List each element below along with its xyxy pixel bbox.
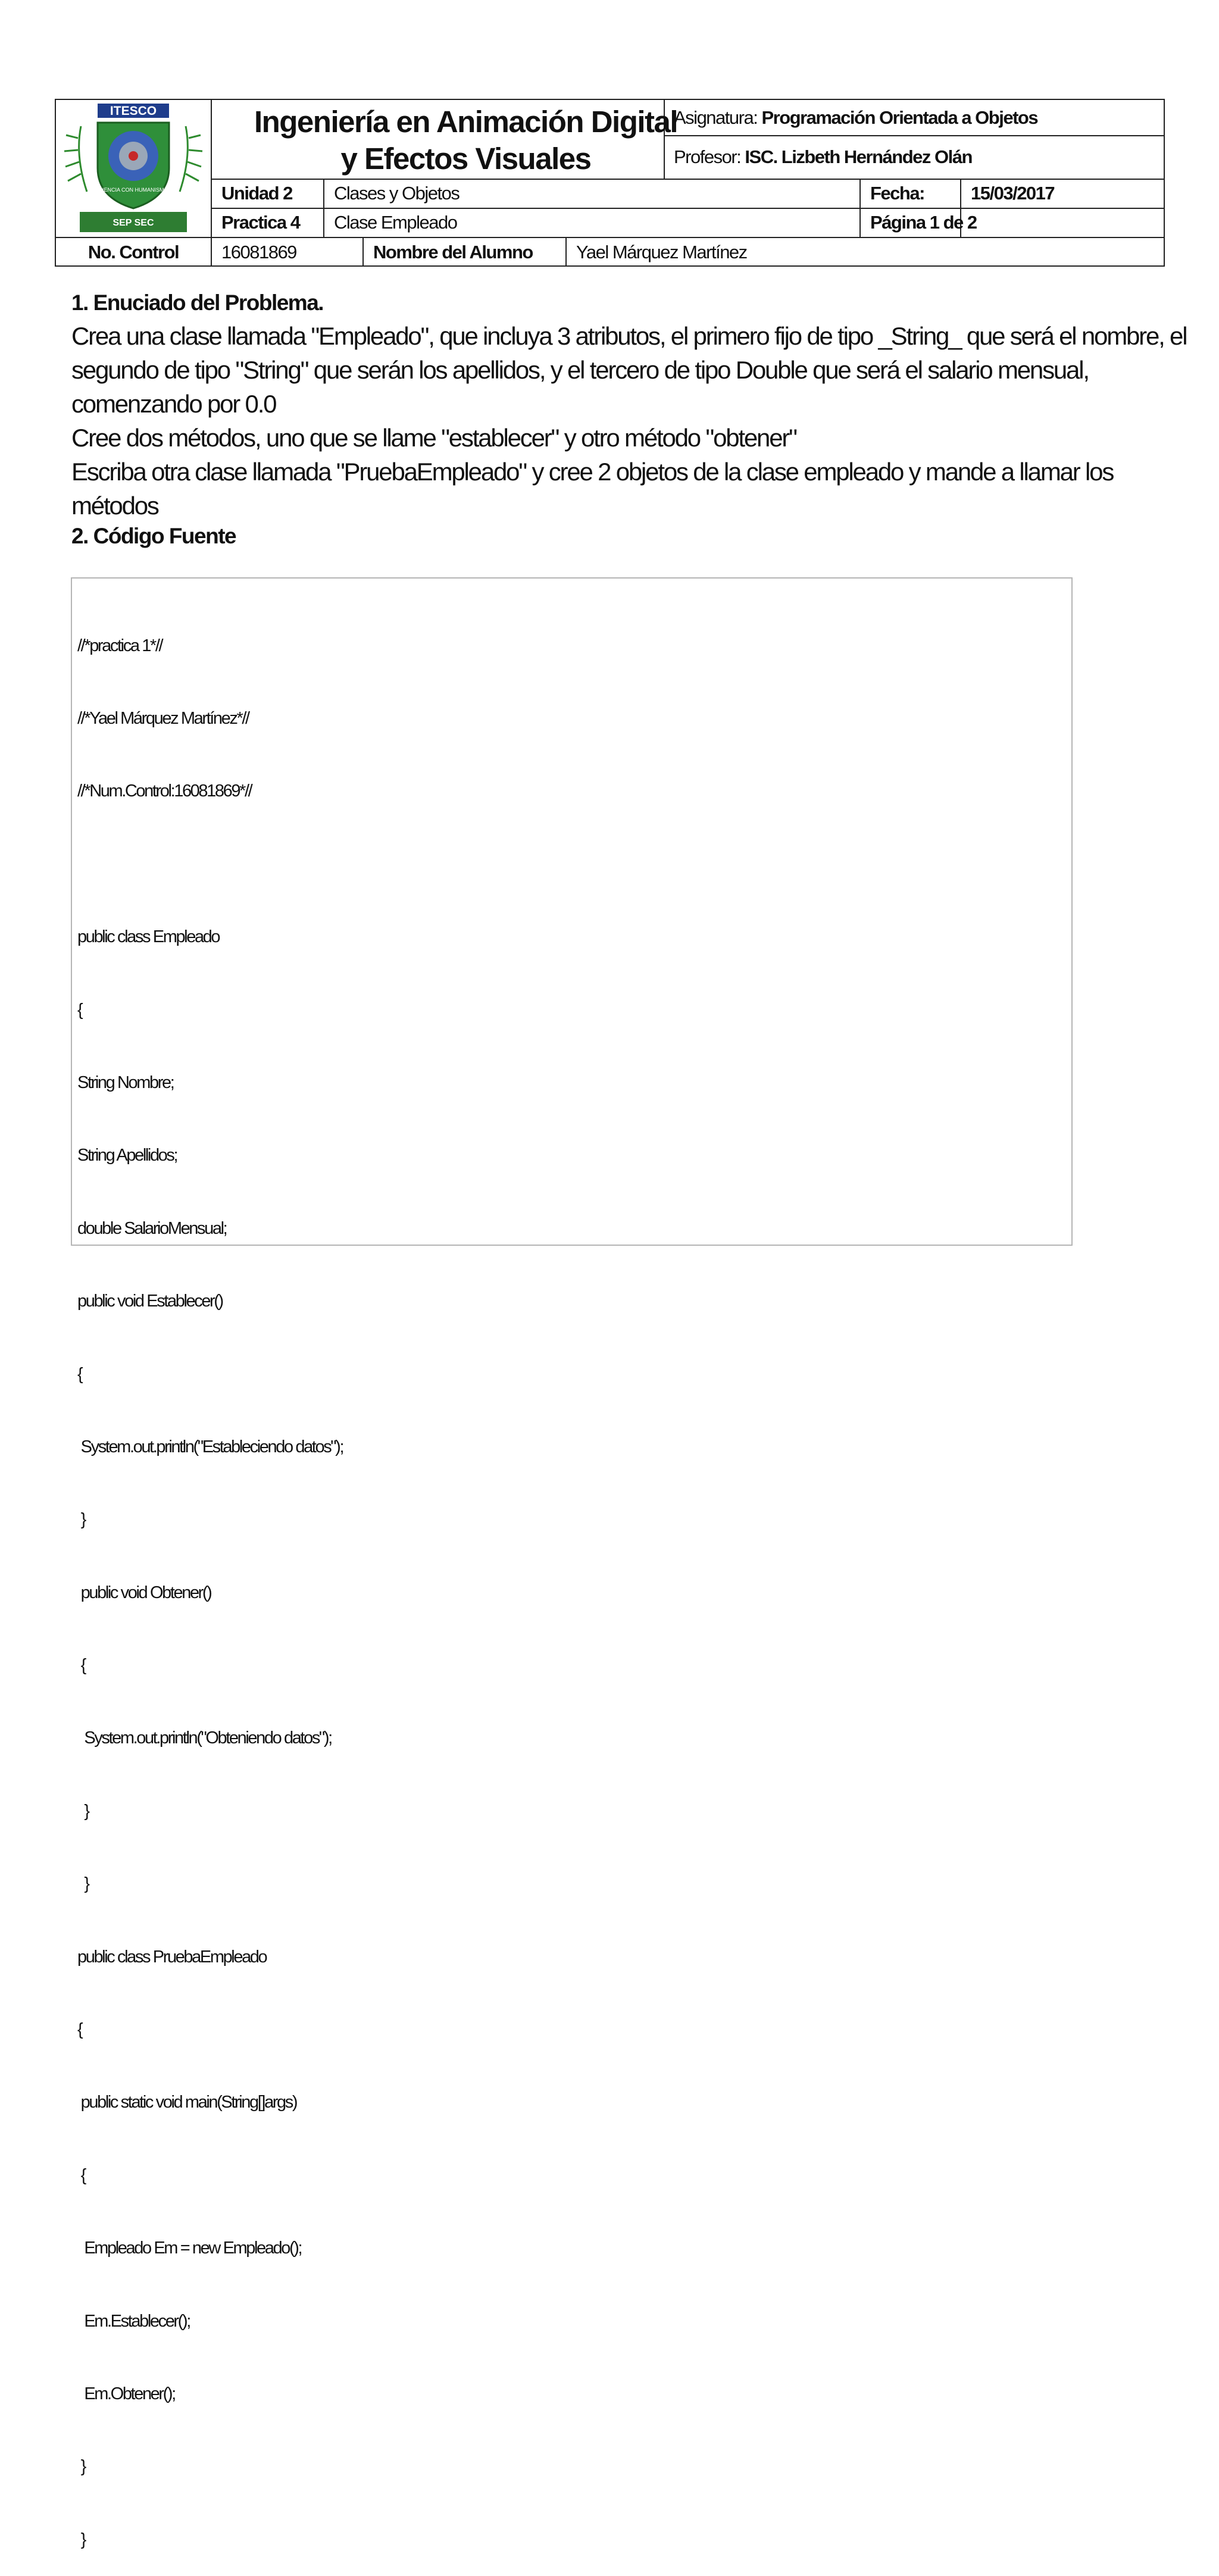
statement-line: métodos bbox=[71, 492, 158, 520]
asignatura-cell bbox=[664, 100, 1164, 135]
control-value: 16081869 bbox=[221, 241, 296, 262]
source-code bbox=[77, 585, 1030, 2576]
code-line: public void Obtener() bbox=[77, 1583, 211, 1602]
code-line: Empleado Em = new Empleado(); bbox=[77, 2239, 302, 2258]
code-line bbox=[77, 852, 1030, 877]
code-line: { bbox=[77, 1000, 82, 1020]
fecha-value: 15/03/2017 bbox=[971, 183, 1055, 204]
unidad-value: Clases y Objetos bbox=[334, 183, 460, 204]
code-line: //*practica 1*// bbox=[77, 636, 162, 655]
code-line: //*Yael Márquez Martínez*// bbox=[77, 708, 249, 728]
code-line: } bbox=[77, 2530, 85, 2549]
code-line: String Nombre; bbox=[77, 1073, 174, 1092]
code-line: { bbox=[77, 1656, 85, 1675]
code-line: Em.Obtener(); bbox=[77, 2384, 175, 2403]
code-line: Em.Establecer(); bbox=[77, 2311, 190, 2331]
header-table bbox=[55, 99, 1165, 267]
statement-line: segundo de tipo "String" que serán los apellidos, y el tercero de tipo Double que será el salario mensual, bbox=[71, 356, 1089, 384]
profesor-label: Profesor: bbox=[674, 146, 741, 167]
title-line-2: y Efectos Visuales bbox=[340, 142, 591, 176]
code-line: public void Establecer() bbox=[77, 1292, 223, 1311]
section2-heading: 2. Código Fuente bbox=[71, 524, 236, 548]
code-line: //*Num.Control:16081869*// bbox=[77, 781, 252, 801]
section1-heading: 1. Enuciado del Problema. bbox=[71, 290, 324, 315]
profesor-value: ISC. Lizbeth Hernández Olán bbox=[745, 146, 972, 167]
profesor-cell bbox=[664, 136, 1164, 179]
fecha-label: Fecha: bbox=[870, 183, 924, 204]
code-line: { bbox=[77, 2165, 85, 2185]
statement-line: Escriba otra clase llamada "PruebaEmpleado" y cree 2 objetos de la clase empleado y mande a llamar los bbox=[71, 458, 1114, 486]
alumno-value: Yael Márquez Martínez bbox=[576, 241, 747, 262]
unidad-label: Unidad 2 bbox=[221, 183, 292, 204]
code-line: public class PruebaEmpleado bbox=[77, 1947, 267, 1967]
logo-bottom-text: SEP SEC bbox=[112, 218, 154, 228]
code-line: double SalarioMensual; bbox=[77, 1218, 227, 1238]
practica-value: Clase Empleado bbox=[334, 212, 457, 233]
statement-line: Cree dos métodos, uno que se llame "establecer" y otro método "obtener" bbox=[71, 424, 796, 452]
code-line: public static void main(String[]args) bbox=[77, 2093, 297, 2112]
code-line: } bbox=[77, 2457, 85, 2477]
code-line: System.out.println("Estableciendo datos"); bbox=[77, 1437, 343, 1456]
control-label: No. Control bbox=[87, 241, 179, 262]
code-line: public class Empleado bbox=[77, 927, 220, 947]
code-line: System.out.println("Obteniendo datos"); bbox=[77, 1728, 332, 1748]
page-title bbox=[212, 102, 720, 179]
code-line: } bbox=[77, 1510, 85, 1530]
asignatura-value: Programación Orientada a Objetos bbox=[761, 107, 1038, 128]
practica-label: Practica 4 bbox=[221, 212, 300, 233]
code-line: { bbox=[77, 1364, 82, 1384]
statement-line: comenzando por 0.0 bbox=[71, 390, 276, 418]
statement-line: Crea una clase llamada "Empleado", que incluya 3 atributos, el primero fijo de tipo _String_ que será el nombre, el bbox=[71, 322, 1187, 350]
logo-seal-text: CIENCIA CON HUMANISMO bbox=[98, 187, 168, 193]
itesco-logo bbox=[63, 102, 204, 235]
logo-text: ITESCO bbox=[110, 104, 157, 118]
code-line: } bbox=[77, 1874, 89, 1894]
asignatura-label: Asignatura: bbox=[674, 107, 758, 128]
code-line: { bbox=[77, 2020, 82, 2040]
problem-statement bbox=[71, 319, 1187, 523]
code-line: } bbox=[77, 1801, 89, 1821]
alumno-label: Nombre del Alumno bbox=[373, 241, 533, 262]
pagina-label: Página 1 de 2 bbox=[870, 212, 977, 233]
code-line: String Apellidos; bbox=[77, 1146, 177, 1165]
title-line-1: Ingeniería en Animación Digital bbox=[254, 105, 678, 139]
